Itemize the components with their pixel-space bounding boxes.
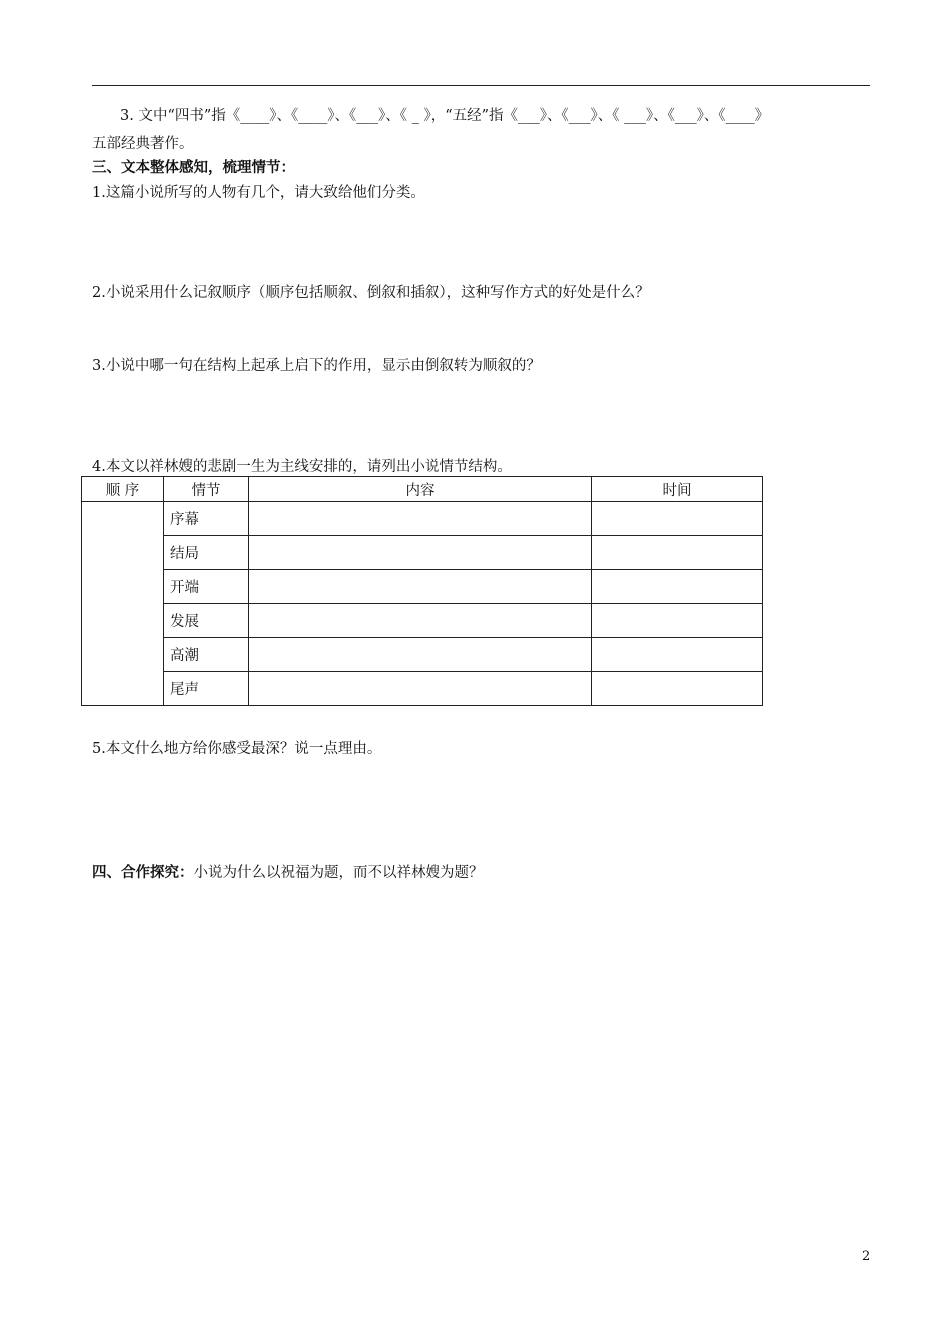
time-cell[interactable] (592, 536, 763, 570)
q3-line-2: 五部经典著作。 (92, 136, 194, 152)
question-1: 1.这篇小说所写的人物有几个，请大致给他们分类。 (92, 185, 425, 201)
header-time: 时间 (592, 477, 763, 502)
time-cell[interactable] (592, 570, 763, 604)
content-cell[interactable] (249, 604, 592, 638)
content-cell[interactable] (249, 672, 592, 706)
page-number: 2 (862, 1249, 871, 1264)
plot-name-cell: 序幕 (164, 502, 249, 536)
table-row (82, 536, 763, 570)
q3-line-1: 3. 文中“四书”指《____》、《____》、《___》、《 _ 》，“五经”指《___》、《___》、《 ___》、《___》、《____》 (120, 108, 770, 124)
question-4: 4.本文以祥林嫂的悲剧一生为主线安排的，请列出小说情节结构。 (92, 459, 512, 475)
content-cell[interactable] (249, 502, 592, 536)
table-header-row (82, 477, 763, 502)
section4-question: 小说为什么以祝福为题，而不以祥林嫂为题？ (193, 865, 484, 881)
content-cell[interactable] (249, 570, 592, 604)
table-row (82, 638, 763, 672)
time-cell[interactable] (592, 502, 763, 536)
content-cell[interactable] (249, 536, 592, 570)
plot-name-cell: 开端 (164, 570, 249, 604)
header-order: 顺 序 (82, 477, 164, 502)
plot-structure-table (81, 476, 763, 706)
time-cell[interactable] (592, 604, 763, 638)
time-cell[interactable] (592, 672, 763, 706)
question-5: 5.本文什么地方给你感受最深？说一点理由。 (92, 741, 382, 757)
section4-title: 四、合作探究： (92, 864, 194, 881)
plot-name-cell: 结局 (164, 536, 249, 570)
question-2: 2.小说采用什么记叙顺序（顺序包括顺叙、倒叙和插叙），这种写作方式的好处是什么？ (92, 285, 650, 301)
plot-name-cell: 高潮 (164, 638, 249, 672)
table-row (82, 570, 763, 604)
plot-name-cell: 尾声 (164, 672, 249, 706)
header-plot: 情节 (164, 477, 249, 502)
question-3: 3.小说中哪一句在结构上起承上启下的作用，显示由倒叙转为顺叙的？ (92, 358, 541, 374)
header-rule (92, 85, 870, 86)
content-cell[interactable] (249, 638, 592, 672)
plot-name-cell: 发展 (164, 604, 249, 638)
section4-line (92, 861, 484, 882)
section3-title: 三、文本整体感知，梳理情节： (92, 159, 295, 176)
table-row (82, 502, 763, 536)
header-content: 内容 (249, 477, 592, 502)
order-cell[interactable] (82, 502, 164, 706)
time-cell[interactable] (592, 638, 763, 672)
table-row (82, 672, 763, 706)
table-row (82, 604, 763, 638)
